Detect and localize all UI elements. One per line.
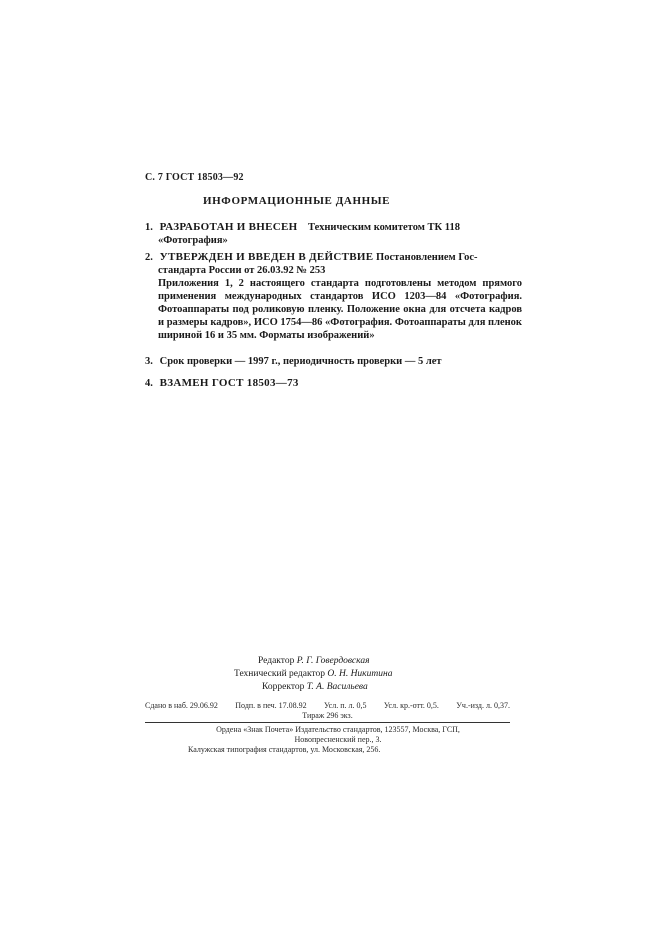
publisher-line-1: Ордена «Знак Почета» Издательство стандартов, 123557, Москва, ГСП, — [216, 725, 460, 734]
item-text: Постановлением Гос- — [376, 252, 478, 263]
editor-label: Редактор — [258, 656, 295, 666]
corrector-name: Т. А. Васильева — [306, 682, 368, 692]
document-title: ИНФОРМАЦИОННЫЕ ДАННЫЕ — [203, 195, 391, 207]
item-number: 2. — [145, 252, 153, 263]
info-item-1 — [145, 221, 522, 247]
item-number: 4. — [145, 378, 153, 389]
publisher-block — [188, 725, 488, 755]
tech-editor-name: О. Н. Никитина — [327, 669, 393, 679]
appendix-note: Приложения 1, 2 настоящего стандарта подготовлены методом прямого применения международных стандартов ИСО 1203—84 «Фотография. Фотоаппараты под роликовую пленку. Положение окна для отсчета кадров и размеры кадров», ИСО 1754—86 «Фотография. Фотоаппараты для пленок шириной 16 и 35 мм. Форматы изображений» — [158, 278, 522, 341]
printer-line: Калужская типография стандартов, ул. Московская, 256. — [188, 745, 381, 754]
imprint-print-run: Тираж 296 экз. — [302, 711, 353, 720]
item-number: 1. — [145, 222, 153, 233]
info-item-2 — [145, 251, 522, 342]
item-text: Срок проверки — 1997 г., периодичность проверки — 5 лет — [159, 356, 442, 367]
editor-credit — [258, 655, 370, 668]
publisher-line-2: Новопресненский пер., 3. — [294, 735, 382, 744]
imprint-print-sheets: Усл. п. л. 0,5 — [323, 701, 367, 710]
corrector-credit — [262, 681, 368, 694]
info-item-4 — [145, 377, 522, 390]
editor-name: Р. Г. Говердовская — [296, 656, 370, 666]
item-continuation: «Фотография» — [158, 235, 228, 246]
item-number: 3. — [145, 356, 153, 367]
item-text: Техническим комитетом ТК 118 — [308, 222, 460, 233]
tech-editor-credit — [234, 668, 392, 681]
item-continuation: стандарта России от 26.03.92 № 253 — [158, 265, 326, 276]
item-text: ВЗАМЕН ГОСТ 18503—73 — [159, 377, 299, 389]
item-heading: РАЗРАБОТАН И ВНЕСЕН — [159, 221, 298, 233]
imprint-publisher-sheets: Уч.-изд. л. 0,37. — [456, 701, 510, 710]
corrector-label: Корректор — [262, 682, 305, 692]
page-header: С. 7 ГОСТ 18503—92 — [145, 172, 244, 183]
imprint-signed: Подп. в печ. 17.08.92 — [235, 701, 307, 710]
divider — [145, 722, 510, 723]
imprint-submitted: Сдано в наб. 29.06.92 — [145, 701, 218, 710]
item-heading: УТВЕРЖДЕН И ВВЕДЕН В ДЕЙСТВИЕ — [159, 251, 374, 263]
tech-editor-label: Технический редактор — [234, 669, 325, 679]
imprint-color-prints: Усл. кр.-отт. 0,5. — [383, 701, 439, 710]
imprint-block — [145, 701, 510, 721]
info-item-3 — [145, 355, 522, 368]
